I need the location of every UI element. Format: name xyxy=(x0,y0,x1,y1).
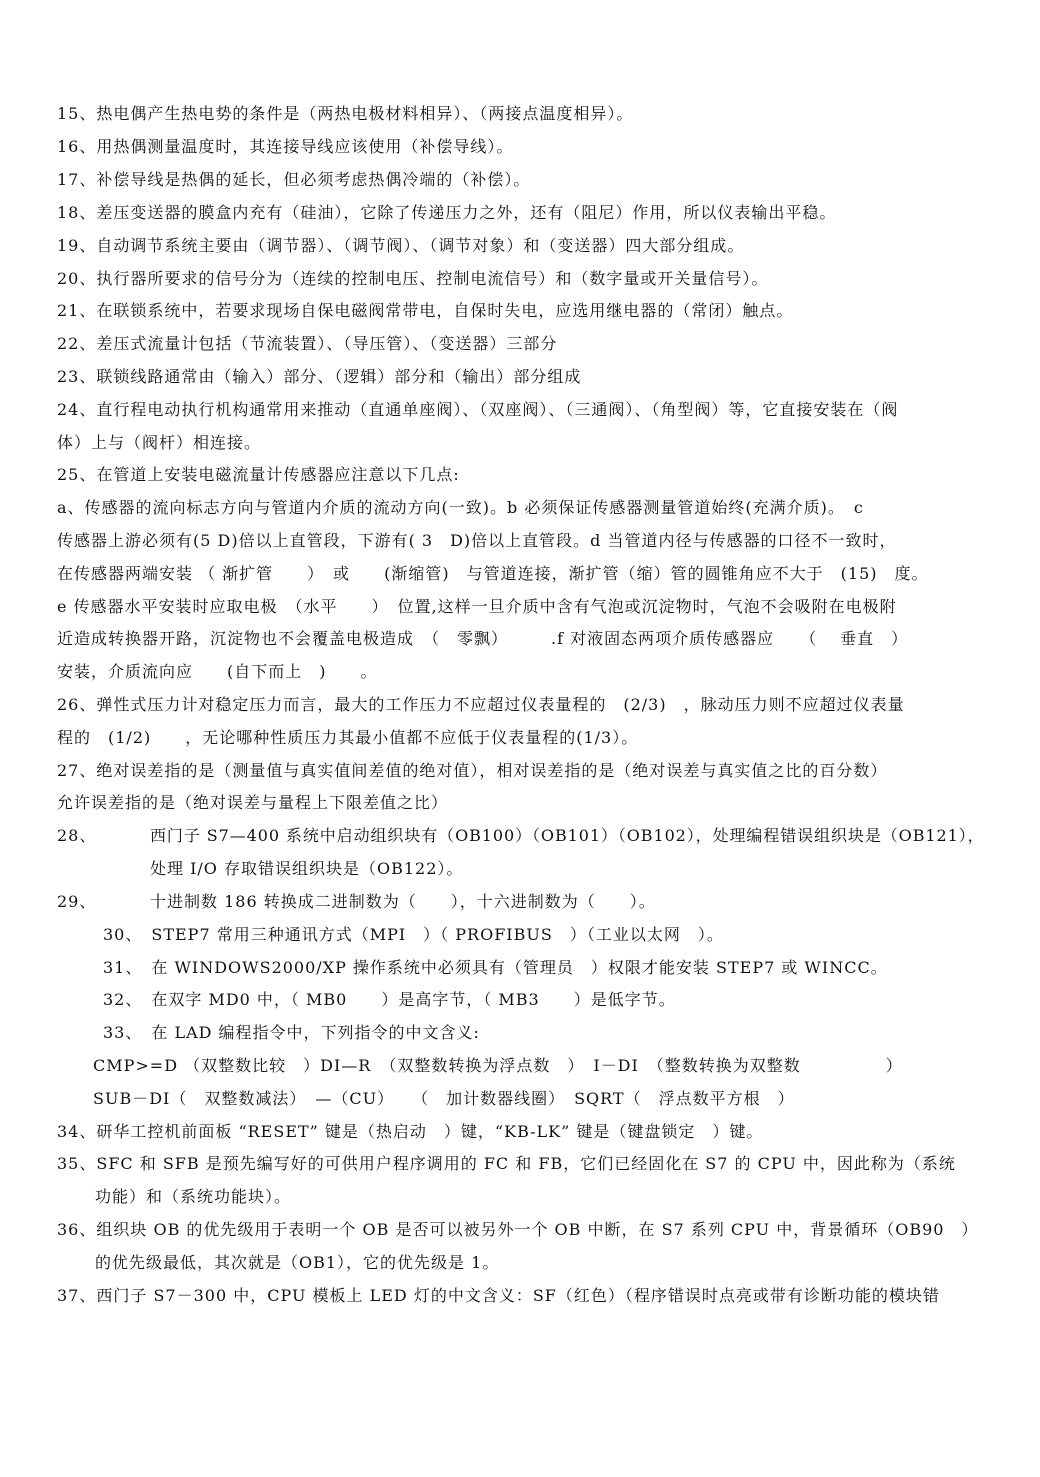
text-line: 允许误差指的是（绝对误差与量程上下限差值之比） xyxy=(57,793,449,812)
text-line: 27、绝对误差指的是（测量值与真实值间差值的绝对值），相对误差指的是（绝对误差与真实值之比的百分数） xyxy=(57,761,888,780)
item-number: 28、 xyxy=(57,826,97,845)
text-line: 36、组织块 OB 的优先级用于表明一个 OB 是否可以被另外一个 OB 中断，在 S7 系列 CPU 中，背景循环（OB90 ） xyxy=(57,1220,979,1239)
text-line: 33、 在 LAD 编程指令中，下列指令的中文含义: xyxy=(103,1023,480,1042)
text-line: 30、 STEP7 常用三种通讯方式（MPI ）（ PROFIBUS ）（工业以太网 ）。 xyxy=(103,925,724,944)
text-line: 近造成转换器开路，沉淀物也不会覆盖电极造成 （ 零飘） .f 对液固态两项介质传感器应 （ 垂直 ） xyxy=(57,629,909,648)
text-line: 体）上与（阀杆）相连接。 xyxy=(57,433,262,452)
text-line: 18、差压变送器的膜盒内充有（硅油），它除了传递压力之外，还有（阻尼）作用，所以仪表输出平稳。 xyxy=(57,203,837,222)
item-number: 29、 xyxy=(57,892,97,911)
text-line: 35、SFC 和 SFB 是预先编写好的可供用户程序调用的 FC 和 FB，它们已经固化在 S7 的 CPU 中，因此称为（系统 xyxy=(57,1154,956,1173)
text-line: 24、直行程电动执行机构通常用来推动（直通单座阀）、（双座阀）、（三通阀）、（角型阀）等，它直接安装在（阀 xyxy=(57,400,899,419)
text-line: CMP>=D （双整数比较 ）DI—R （双整数转换为浮点数 ） I－DI （整数转换为双整数 ） xyxy=(93,1056,903,1075)
text-line: 26、弹性式压力计对稳定压力而言，最大的工作压力不应超过仪表量程的 (2/3) ，脉动压力则不应超过仪表量 xyxy=(57,695,905,714)
text-line: 16、用热偶测量温度时，其连接导线应该使用（补偿导线）。 xyxy=(57,137,514,156)
text-line: 17、补偿导线是热偶的延长，但必须考虑热偶冷端的（补偿）。 xyxy=(57,170,531,189)
text-line: 安装，介质流向应 (自下而上 ) 。 xyxy=(57,662,378,681)
text-line: 十进制数 186 转换成二进制数为（ ），十六进制数为（ ）。 xyxy=(150,892,656,911)
text-line: 15、热电偶产生热电势的条件是（两热电极材料相异）、（两接点温度相异）。 xyxy=(57,104,634,123)
text-line: a、传感器的流向标志方向与管道内介质的流动方向(一致)。b 必须保证传感器测量管道始终(充满介质)。 c xyxy=(57,498,864,517)
text-line: 20、执行器所要求的信号分为（连续的控制电压、控制电流信号）和（数字量或开关量信号）。 xyxy=(57,269,769,288)
text-line: 在传感器两端安装 （ 渐扩管 ） 或 (渐缩管) 与管道连接，渐扩管（缩）管的圆锥角应不大于 (15) 度。 xyxy=(57,564,929,583)
text-line: SUB－DI（ 双整数减法） —（CU） （ 加计数器线圈） SQRT（ 浮点数平方根 ） xyxy=(93,1089,795,1108)
text-line: e 传感器水平安装时应取电极 （水平 ） 位置,这样一旦介质中含有气泡或沉淀物时，气泡不会吸附在电极附 xyxy=(57,597,897,616)
text-line: 19、自动调节系统主要由（调节器）、（调节阀）、（调节对象）和（变送器）四大部分组成。 xyxy=(57,236,745,255)
text-line: 处理 I/O 存取错误组织块是（OB122）。 xyxy=(150,859,464,878)
text-line: 程的 (1/2) ，无论哪种性质压力其最小值都不应低于仪表量程的(1/3）。 xyxy=(57,728,639,747)
text-line: 21、在联锁系统中，若要求现场自保电磁阀常带电，自保时失电，应选用继电器的（常闭）触点。 xyxy=(57,301,794,320)
text-line: 32、 在双字 MD0 中，（ MB0 ）是高字节，（ MB3 ）是低字节。 xyxy=(103,990,676,1009)
text-line: 传感器上游必须有(5 D)倍以上直管段，下游有( 3 D)倍以上直管段。d 当管道内径与传感器的口径不一致时， xyxy=(57,531,897,550)
text-line: 34、研华工控机前面板 “RESET” 键是（热启动 ）键，“KB-LK” 键是（键盘锁定 ）键。 xyxy=(57,1122,764,1141)
text-line: 功能）和（系统功能块）。 xyxy=(95,1187,292,1206)
text-line: 25、在管道上安装电磁流量计传感器应注意以下几点: xyxy=(57,465,460,484)
text-line: 的优先级最低，其次就是（OB1），它的优先级是 1。 xyxy=(95,1253,500,1272)
text-line: 23、联锁线路通常由（输入）部分、（逻辑）部分和（输出）部分组成 xyxy=(57,367,582,386)
text-line: 22、差压式流量计包括（节流装置）、（导压管）、（变送器）三部分 xyxy=(57,334,558,353)
text-line: 31、 在 WINDOWS2000/XP 操作系统中必须具有（管理员 ）权限才能安装 STEP7 或 WINCC。 xyxy=(103,958,888,977)
text-line: 西门子 S7—400 系统中启动组织块有（OB100）（OB101）（OB102），处理编程错误组织块是（OB121）， xyxy=(150,826,985,845)
text-line: 37、西门子 S7－300 中，CPU 模板上 LED 灯的中文含义：SF（红色）（程序错误时点亮或带有诊断功能的模块错 xyxy=(57,1286,940,1305)
